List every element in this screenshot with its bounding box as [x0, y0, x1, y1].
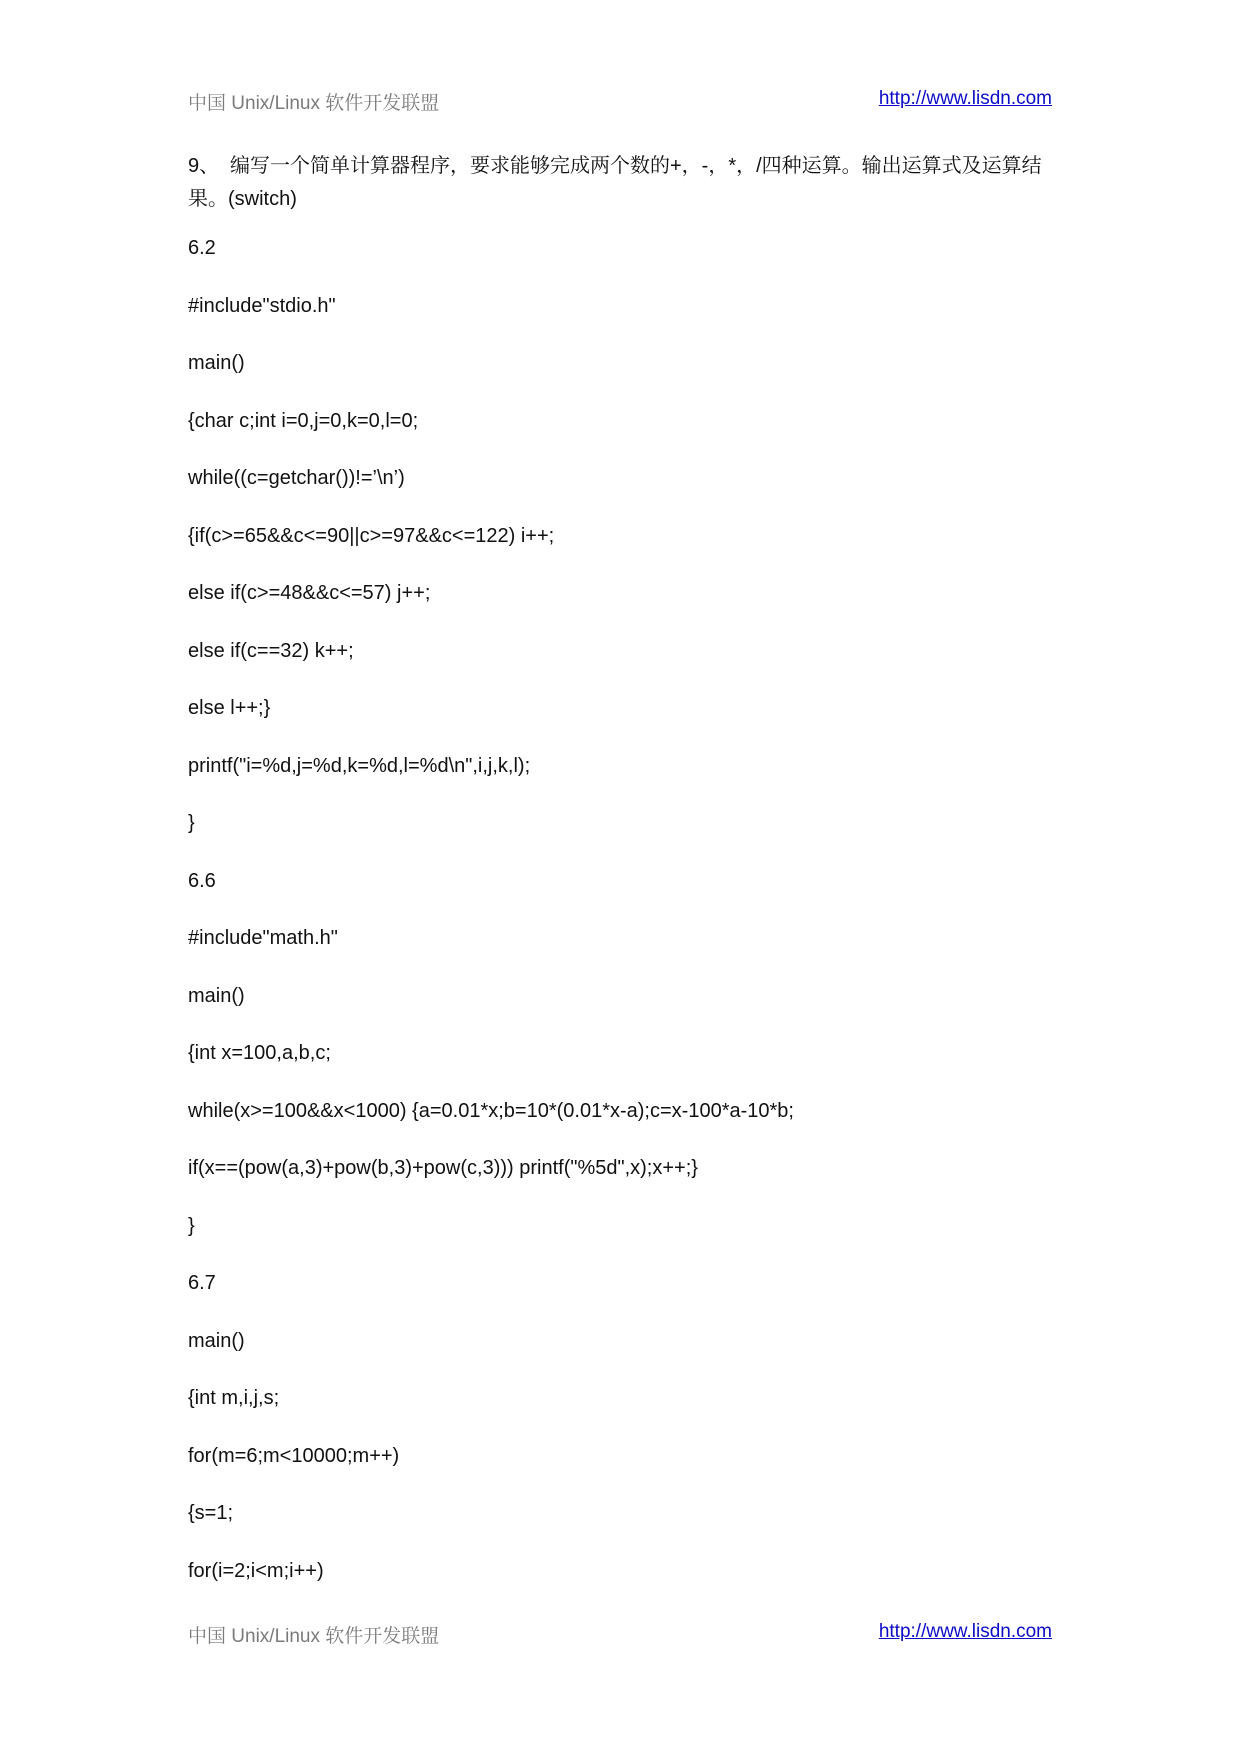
footer-site-name: 中国 Unix/Linux 软件开发联盟	[188, 1626, 440, 1647]
page-footer	[188, 1621, 1052, 1651]
code-line: main()	[188, 1329, 245, 1352]
code-line: main()	[188, 984, 245, 1007]
code-line: if(x==(pow(a,3)+pow(b,3)+pow(c,3))) printf("%5d",x);x++;}	[188, 1157, 698, 1179]
code-line: {s=1;	[188, 1502, 234, 1524]
code-line: }	[188, 812, 195, 834]
question-paragraph	[188, 150, 1058, 216]
code-line: #include"math.h"	[188, 927, 338, 949]
code-line: 6.7	[188, 1272, 216, 1294]
code-line: while(x>=100&&x<1000) {a=0.01*x;b=10*(0.01*x-a);c=x-100*a-10*b;	[188, 1099, 794, 1122]
code-line: else if(c>=48&&c<=57) j++;	[188, 582, 431, 604]
header-site-link[interactable]: http://www.lisdn.com	[878, 88, 1052, 109]
code-line: printf("i=%d,j=%d,k=%d,l=%d\n",i,j,k,l);	[188, 754, 531, 777]
code-line: for(m=6;m<10000;m++)	[188, 1444, 400, 1467]
code-line: {int m,i,j,s;	[188, 1387, 280, 1409]
code-line: {int x=100,a,b,c;	[188, 1042, 331, 1064]
question-number: 9、	[188, 155, 220, 177]
code-line: else if(c==32) k++;	[188, 639, 354, 662]
question-text: 编写一个简单计算器程序，要求能够完成两个数的+，-，*，/四种运算。输出运算式及运算结果。(switch)	[188, 155, 1042, 210]
code-line: }	[188, 1214, 195, 1237]
code-line: #include"stdio.h"	[188, 294, 336, 317]
code-line: else l++;}	[188, 697, 271, 719]
footer-site-link[interactable]: http://www.lisdn.com	[878, 1621, 1052, 1642]
code-line: for(i=2;i<m;i++)	[188, 1559, 324, 1582]
code-line: main()	[188, 352, 245, 374]
code-line: 6.6	[188, 869, 216, 892]
code-listing	[188, 236, 1058, 1616]
header-site-name: 中国 Unix/Linux 软件开发联盟	[188, 93, 440, 114]
document-body	[188, 150, 1058, 1616]
code-line: 6.2	[188, 237, 216, 259]
code-line: while((c=getchar())!=’\n’)	[188, 467, 405, 489]
page-header	[188, 88, 1052, 118]
code-line: {char c;int i=0,j=0,k=0,l=0;	[188, 409, 419, 432]
code-line: {if(c>=65&&c<=90||c>=97&&c<=122) i++;	[188, 524, 555, 547]
